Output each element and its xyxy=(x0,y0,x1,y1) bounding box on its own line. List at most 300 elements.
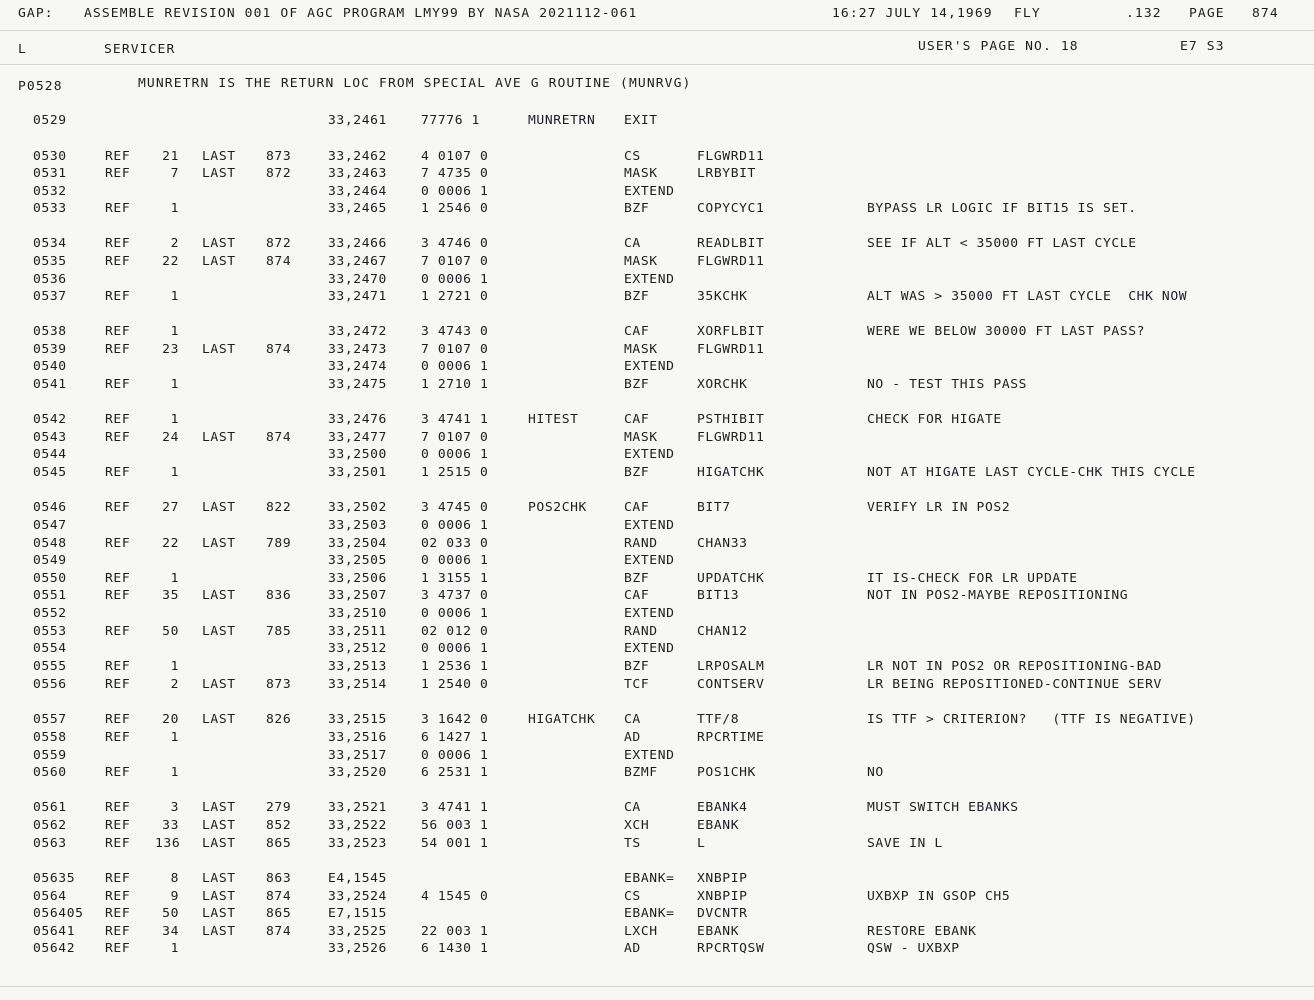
octal-code: 7 4735 0 xyxy=(421,167,489,181)
address: 33,2465 xyxy=(328,202,387,216)
subheader-l: L xyxy=(18,43,27,57)
octal-code: 3 4745 0 xyxy=(421,501,489,515)
octal-code: 0 0006 1 xyxy=(421,554,489,568)
address: 33,2525 xyxy=(328,925,387,939)
opcode: EBANK= xyxy=(624,907,675,921)
ref-count: 8 xyxy=(170,872,179,886)
address: 33,2475 xyxy=(328,378,387,392)
ref-keyword: REF xyxy=(105,925,131,939)
octal-code: 3 1642 0 xyxy=(421,713,489,727)
address: 33,2526 xyxy=(328,942,387,956)
operand: XORFLBIT xyxy=(697,325,765,339)
ref-keyword: REF xyxy=(105,766,131,780)
line-number: 0562 xyxy=(33,819,67,833)
paper-band xyxy=(0,64,1314,65)
address: E7,1515 xyxy=(328,907,387,921)
last-page: 852 xyxy=(266,819,292,833)
opcode: LXCH xyxy=(624,925,658,939)
line-number: 0547 xyxy=(33,519,67,533)
opcode: EXTEND xyxy=(624,749,675,763)
opcode: EXTEND xyxy=(624,642,675,656)
octal-code: 0 0006 1 xyxy=(421,749,489,763)
last-keyword: LAST xyxy=(202,343,236,357)
ref-count: 1 xyxy=(170,660,179,674)
line-number: 0554 xyxy=(33,642,67,656)
address: 33,2500 xyxy=(328,448,387,462)
opcode: TCF xyxy=(624,678,650,692)
paper-band xyxy=(0,30,1314,31)
opcode: AD xyxy=(624,942,641,956)
line-number: 0540 xyxy=(33,360,67,374)
octal-code: 7 0107 0 xyxy=(421,431,489,445)
address: 33,2467 xyxy=(328,255,387,269)
line-number: 0559 xyxy=(33,749,67,763)
operand: FLGWRD11 xyxy=(697,255,765,269)
opcode: EXTEND xyxy=(624,273,675,287)
comment: MUST SWITCH EBANKS xyxy=(867,801,1019,815)
comment: WERE WE BELOW 30000 FT LAST PASS? xyxy=(867,325,1146,339)
ref-count: 1 xyxy=(170,942,179,956)
ref-keyword: REF xyxy=(105,572,131,586)
address: 33,2477 xyxy=(328,431,387,445)
ref-keyword: REF xyxy=(105,819,131,833)
operand: EBANK xyxy=(697,925,740,939)
address: 33,2512 xyxy=(328,642,387,656)
ref-count: 50 xyxy=(162,625,179,639)
operand: HIGATCHK xyxy=(697,466,765,480)
operand: XNBPIP xyxy=(697,890,748,904)
octal-code: 1 2721 0 xyxy=(421,290,489,304)
ref-keyword: REF xyxy=(105,202,131,216)
comment: NOT IN POS2-MAYBE REPOSITIONING xyxy=(867,589,1129,603)
address: 33,2507 xyxy=(328,589,387,603)
operand: 35KCHK xyxy=(697,290,748,304)
octal-code: 3 4741 1 xyxy=(421,413,489,427)
last-page: 822 xyxy=(266,501,292,515)
opcode: EXTEND xyxy=(624,360,675,374)
last-keyword: LAST xyxy=(202,801,236,815)
section-name: SERVICER xyxy=(104,43,176,57)
ref-keyword: REF xyxy=(105,255,131,269)
operand: LRBYBIT xyxy=(697,167,756,181)
octal-code: 0 0006 1 xyxy=(421,607,489,621)
opcode: CAF xyxy=(624,589,650,603)
comment: RESTORE EBANK xyxy=(867,925,977,939)
comment: BYPASS LR LOGIC IF BIT15 IS SET. xyxy=(867,202,1137,216)
line-number: 0548 xyxy=(33,537,67,551)
ref-keyword: REF xyxy=(105,801,131,815)
address: 33,2516 xyxy=(328,731,387,745)
operand: CONTSERV xyxy=(697,678,765,692)
operand: XNBPIP xyxy=(697,872,748,886)
ref-count: 22 xyxy=(162,255,179,269)
last-page: 872 xyxy=(266,167,292,181)
octal-code: 0 0006 1 xyxy=(421,519,489,533)
location-label: HIGATCHK xyxy=(528,713,596,727)
address: 33,2503 xyxy=(328,519,387,533)
ref-count: 136 xyxy=(155,837,181,851)
ref-count: 35 xyxy=(162,589,179,603)
operand: EBANK4 xyxy=(697,801,748,815)
line-number: 0537 xyxy=(33,290,67,304)
last-page: 279 xyxy=(266,801,292,815)
opcode: RAND xyxy=(624,625,658,639)
octal-code: 1 2546 0 xyxy=(421,202,489,216)
ref-count: 1 xyxy=(170,572,179,586)
ref-keyword: REF xyxy=(105,501,131,515)
octal-code: 4 1545 0 xyxy=(421,890,489,904)
opcode: MASK xyxy=(624,167,658,181)
address: 33,2466 xyxy=(328,237,387,251)
last-page: 836 xyxy=(266,589,292,603)
opcode: CS xyxy=(624,890,641,904)
operand: RPCRTQSW xyxy=(697,942,765,956)
note-line-id: P0528 xyxy=(18,80,63,94)
operand: UPDATCHK xyxy=(697,572,765,586)
line-number: 0538 xyxy=(33,325,67,339)
octal-code: 3 4737 0 xyxy=(421,589,489,603)
line-number: 0549 xyxy=(33,554,67,568)
ref-count: 2 xyxy=(170,678,179,692)
ref-count: 34 xyxy=(162,925,179,939)
comment: IT IS-CHECK FOR LR UPDATE xyxy=(867,572,1078,586)
last-page: 874 xyxy=(266,925,292,939)
opcode: AD xyxy=(624,731,641,745)
octal-code: 7 0107 0 xyxy=(421,343,489,357)
operand: CHAN12 xyxy=(697,625,748,639)
ref-count: 1 xyxy=(170,325,179,339)
address: 33,2510 xyxy=(328,607,387,621)
octal-code: 6 1427 1 xyxy=(421,731,489,745)
ref-keyword: REF xyxy=(105,431,131,445)
last-keyword: LAST xyxy=(202,625,236,639)
line-number: 0564 xyxy=(33,890,67,904)
line-number: 0555 xyxy=(33,660,67,674)
ref-keyword: REF xyxy=(105,343,131,357)
ref-count: 1 xyxy=(170,290,179,304)
line-number: 0553 xyxy=(33,625,67,639)
comment: VERIFY LR IN POS2 xyxy=(867,501,1011,515)
line-number: 0546 xyxy=(33,501,67,515)
octal-code: 0 0006 1 xyxy=(421,360,489,374)
line-number: 05641 xyxy=(33,925,76,939)
ref-count: 24 xyxy=(162,431,179,445)
address: 33,2504 xyxy=(328,537,387,551)
comment: CHECK FOR HIGATE xyxy=(867,413,1002,427)
octal-code: 02 033 0 xyxy=(421,537,489,551)
line-number: 0530 xyxy=(33,150,67,164)
address: 33,2502 xyxy=(328,501,387,515)
comment: SEE IF ALT < 35000 FT LAST CYCLE xyxy=(867,237,1137,251)
opcode: BZF xyxy=(624,290,650,304)
opcode: BZF xyxy=(624,202,650,216)
ref-keyword: REF xyxy=(105,731,131,745)
ref-count: 20 xyxy=(162,713,179,727)
comment: LR BEING REPOSITIONED-CONTINUE SERV xyxy=(867,678,1162,692)
opcode: CS xyxy=(624,150,641,164)
opcode: EXTEND xyxy=(624,607,675,621)
ref-keyword: REF xyxy=(105,378,131,392)
line-number: 0543 xyxy=(33,431,67,445)
ref-count: 21 xyxy=(162,150,179,164)
address: 33,2524 xyxy=(328,890,387,904)
ref-count: 1 xyxy=(170,766,179,780)
line-number: 0532 xyxy=(33,185,67,199)
operand: PSTHIBIT xyxy=(697,413,765,427)
users-page-number: USER'S PAGE NO. 18 xyxy=(918,40,1079,54)
ref-keyword: REF xyxy=(105,150,131,164)
operand: BIT13 xyxy=(697,589,740,603)
last-keyword: LAST xyxy=(202,537,236,551)
last-keyword: LAST xyxy=(202,678,236,692)
octal-code: 77776 1 xyxy=(421,114,480,128)
last-keyword: LAST xyxy=(202,819,236,833)
octal-code: 0 0006 1 xyxy=(421,448,489,462)
opcode: CA xyxy=(624,801,641,815)
opcode: BZMF xyxy=(624,766,658,780)
line-number: 05635 xyxy=(33,872,76,886)
comment: ALT WAS > 35000 FT LAST CYCLE CHK NOW xyxy=(867,290,1188,304)
address: 33,2501 xyxy=(328,466,387,480)
last-page: 865 xyxy=(266,907,292,921)
line-number: 0560 xyxy=(33,766,67,780)
last-page: 874 xyxy=(266,255,292,269)
last-keyword: LAST xyxy=(202,167,236,181)
address: 33,2505 xyxy=(328,554,387,568)
header-gap: GAP: xyxy=(18,7,54,21)
last-page: 826 xyxy=(266,713,292,727)
address: 33,2471 xyxy=(328,290,387,304)
octal-code: 1 2710 1 xyxy=(421,378,489,392)
ref-keyword: REF xyxy=(105,625,131,639)
paper-band xyxy=(0,986,1314,987)
opcode: EBANK= xyxy=(624,872,675,886)
ref-keyword: REF xyxy=(105,660,131,674)
address: 33,2514 xyxy=(328,678,387,692)
comment: LR NOT IN POS2 OR REPOSITIONING-BAD xyxy=(867,660,1162,674)
last-page: 874 xyxy=(266,431,292,445)
ref-count: 2 xyxy=(170,237,179,251)
line-number: 0535 xyxy=(33,255,67,269)
ref-keyword: REF xyxy=(105,290,131,304)
bank-code: E7 S3 xyxy=(1180,40,1225,54)
line-number: 056405 xyxy=(33,907,84,921)
line-number: 0558 xyxy=(33,731,67,745)
last-keyword: LAST xyxy=(202,150,236,164)
opcode: CA xyxy=(624,237,641,251)
opcode: TS xyxy=(624,837,641,851)
address: 33,2464 xyxy=(328,185,387,199)
ref-keyword: REF xyxy=(105,872,131,886)
octal-code: 54 001 1 xyxy=(421,837,489,851)
ref-count: 1 xyxy=(170,413,179,427)
line-number: 0541 xyxy=(33,378,67,392)
line-number: 0531 xyxy=(33,167,67,181)
last-page: 873 xyxy=(266,150,292,164)
last-keyword: LAST xyxy=(202,713,236,727)
last-keyword: LAST xyxy=(202,255,236,269)
line-number: 0551 xyxy=(33,589,67,603)
operand: FLGWRD11 xyxy=(697,431,765,445)
opcode: CAF xyxy=(624,325,650,339)
ref-count: 1 xyxy=(170,466,179,480)
operand: L xyxy=(697,837,706,851)
operand: XORCHK xyxy=(697,378,748,392)
location-label: HITEST xyxy=(528,413,579,427)
line-number: 0536 xyxy=(33,273,67,287)
address: 33,2515 xyxy=(328,713,387,727)
last-keyword: LAST xyxy=(202,501,236,515)
line-number: 0534 xyxy=(33,237,67,251)
opcode: CA xyxy=(624,713,641,727)
last-keyword: LAST xyxy=(202,431,236,445)
line-number: 0556 xyxy=(33,678,67,692)
last-page: 872 xyxy=(266,237,292,251)
opcode: MASK xyxy=(624,255,658,269)
last-keyword: LAST xyxy=(202,890,236,904)
address: 33,2517 xyxy=(328,749,387,763)
ref-keyword: REF xyxy=(105,413,131,427)
opcode: MASK xyxy=(624,343,658,357)
ref-count: 33 xyxy=(162,819,179,833)
octal-code: 3 4741 1 xyxy=(421,801,489,815)
ref-keyword: REF xyxy=(105,237,131,251)
ref-keyword: REF xyxy=(105,325,131,339)
last-keyword: LAST xyxy=(202,589,236,603)
line-number: 0539 xyxy=(33,343,67,357)
address: 33,2461 xyxy=(328,114,387,128)
octal-code: 3 4743 0 xyxy=(421,325,489,339)
ref-keyword: REF xyxy=(105,537,131,551)
address: 33,2463 xyxy=(328,167,387,181)
last-page: 873 xyxy=(266,678,292,692)
ref-count: 27 xyxy=(162,501,179,515)
comment: NOT AT HIGATE LAST CYCLE-CHK THIS CYCLE xyxy=(867,466,1196,480)
ref-keyword: REF xyxy=(105,589,131,603)
opcode: XCH xyxy=(624,819,650,833)
last-page: 789 xyxy=(266,537,292,551)
address: 33,2472 xyxy=(328,325,387,339)
opcode: EXIT xyxy=(624,114,658,128)
ref-keyword: REF xyxy=(105,942,131,956)
line-number: 0557 xyxy=(33,713,67,727)
ref-keyword: REF xyxy=(105,713,131,727)
address: 33,2470 xyxy=(328,273,387,287)
octal-code: 1 2540 0 xyxy=(421,678,489,692)
line-number: 0542 xyxy=(33,413,67,427)
last-keyword: LAST xyxy=(202,872,236,886)
location-label: MUNRETRN xyxy=(528,114,596,128)
line-number: 0529 xyxy=(33,114,67,128)
last-page: 874 xyxy=(266,343,292,357)
line-number: 05642 xyxy=(33,942,76,956)
octal-code: 0 0006 1 xyxy=(421,642,489,656)
operand: POS1CHK xyxy=(697,766,756,780)
ref-keyword: REF xyxy=(105,837,131,851)
comment: QSW - UXBXP xyxy=(867,942,960,956)
ref-count: 9 xyxy=(170,890,179,904)
address: 33,2476 xyxy=(328,413,387,427)
line-number: 0561 xyxy=(33,801,67,815)
octal-code: 0 0006 1 xyxy=(421,185,489,199)
header-title: ASSEMBLE REVISION 001 OF AGC PROGRAM LMY99 BY NASA 2021112-061 xyxy=(84,7,638,21)
octal-code: 1 3155 1 xyxy=(421,572,489,586)
octal-code: 02 012 0 xyxy=(421,625,489,639)
last-keyword: LAST xyxy=(202,237,236,251)
last-keyword: LAST xyxy=(202,925,236,939)
comment: NO - TEST THIS PASS xyxy=(867,378,1028,392)
address: 33,2511 xyxy=(328,625,387,639)
address: 33,2513 xyxy=(328,660,387,674)
ref-keyword: REF xyxy=(105,890,131,904)
operand: DVCNTR xyxy=(697,907,748,921)
octal-code: 1 2536 1 xyxy=(421,660,489,674)
opcode: BZF xyxy=(624,378,650,392)
ref-count: 3 xyxy=(170,801,179,815)
octal-code: 3 4746 0 xyxy=(421,237,489,251)
operand: FLGWRD11 xyxy=(697,343,765,357)
operand: READLBIT xyxy=(697,237,765,251)
comment: SAVE IN L xyxy=(867,837,943,851)
last-page: 863 xyxy=(266,872,292,886)
line-number: 0550 xyxy=(33,572,67,586)
opcode: RAND xyxy=(624,537,658,551)
octal-code: 7 0107 0 xyxy=(421,255,489,269)
operand: TTF/8 xyxy=(697,713,740,727)
last-page: 874 xyxy=(266,890,292,904)
last-keyword: LAST xyxy=(202,907,236,921)
octal-code: 0 0006 1 xyxy=(421,273,489,287)
header-time: 16:27 JULY 14,1969 xyxy=(832,7,993,21)
ref-keyword: REF xyxy=(105,678,131,692)
opcode: EXTEND xyxy=(624,448,675,462)
octal-code: 6 2531 1 xyxy=(421,766,489,780)
ref-count: 23 xyxy=(162,343,179,357)
opcode: BZF xyxy=(624,466,650,480)
last-page: 865 xyxy=(266,837,292,851)
operand: FLGWRD11 xyxy=(697,150,765,164)
line-number: 0563 xyxy=(33,837,67,851)
octal-code: 56 003 1 xyxy=(421,819,489,833)
last-page: 785 xyxy=(266,625,292,639)
ref-count: 22 xyxy=(162,537,179,551)
opcode: EXTEND xyxy=(624,185,675,199)
operand: EBANK xyxy=(697,819,740,833)
line-number: 0544 xyxy=(33,448,67,462)
operand: COPYCYC1 xyxy=(697,202,765,216)
ref-count: 7 xyxy=(170,167,179,181)
line-number: 0545 xyxy=(33,466,67,480)
address: 33,2520 xyxy=(328,766,387,780)
opcode: EXTEND xyxy=(624,519,675,533)
opcode: CAF xyxy=(624,413,650,427)
operand: LRPOSALM xyxy=(697,660,765,674)
ref-keyword: REF xyxy=(105,907,131,921)
operand: BIT7 xyxy=(697,501,731,515)
opcode: MASK xyxy=(624,431,658,445)
opcode: BZF xyxy=(624,660,650,674)
ref-count: 1 xyxy=(170,202,179,216)
opcode: EXTEND xyxy=(624,554,675,568)
ref-count: 1 xyxy=(170,731,179,745)
ref-count: 50 xyxy=(162,907,179,921)
header-fly: FLY xyxy=(1014,7,1041,21)
address: 33,2521 xyxy=(328,801,387,815)
note-text: MUNRETRN IS THE RETURN LOC FROM SPECIAL AVE G ROUTINE (MUNRVG) xyxy=(138,77,692,91)
address: 33,2473 xyxy=(328,343,387,357)
line-number: 0533 xyxy=(33,202,67,216)
opcode: BZF xyxy=(624,572,650,586)
